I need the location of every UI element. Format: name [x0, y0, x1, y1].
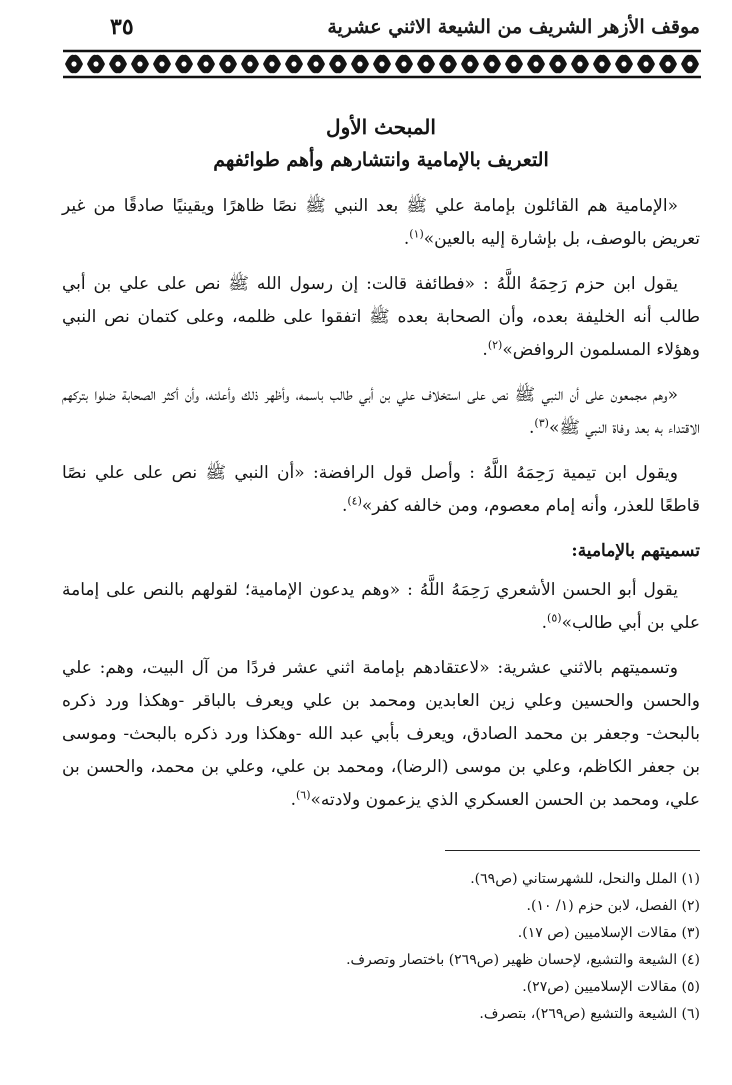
footnote: (٤) الشيعة والتشيع، لإحسان ظهير (ص٢٦٩) باختصار وتصرف. [346, 952, 700, 968]
paragraph-text: يقول ابن حزم رَحِمَهُ اللَّهُ : «فطائفة قالت: إن رسول الله ﷺ نص على علي بن أبي طالب أنه الخليفة بعده، وأن الصحابة بعده ﷺ اتفقوا على ظلمه، وعلى كتمان نص النبي وهؤلاء المسلمون الروافض» [62, 274, 700, 360]
ornament-dot [291, 61, 296, 66]
footnotes [200, 866, 700, 1028]
paragraph-text: يقول أبو الحسن الأشعري رَحِمَهُ اللَّهُ : «وهم يدعون الإمامية؛ لقولهم بالنص على إمامة علي بن أبي طالب» [62, 580, 700, 633]
ornamental-border [63, 48, 701, 80]
footnote-separator [445, 850, 700, 851]
ornament-dot [489, 61, 494, 66]
paragraph: «الإمامية هم القائلون بإمامة علي ﷺ بعد النبي ﷺ نصًا ظاهرًا ويقينيًا صادقًا من غير تعريض بالوصف، بل بإشارة إليه بالعين»$^{(١)}$. [62, 196, 700, 249]
ornament-dot [137, 61, 142, 66]
ornament-dot [93, 61, 98, 66]
ornament-dot [555, 61, 560, 66]
ornament-dot [225, 61, 230, 66]
ornament-dot [687, 61, 692, 66]
page-number: ٣٥ [110, 14, 134, 40]
ornament-dot [115, 61, 120, 66]
footnote-ref: (١) [409, 227, 424, 241]
footnote: (٥) مقالات الإسلاميين (ص٢٧). [522, 979, 700, 995]
paragraph-text: وتسميتهم بالاثني عشرية: «لاعتقادهم بإمامة اثني عشر فردًا من آل البيت، وهم: علي والحسن والحسين وعلي زين العابدين ومحمد بن علي ويعرف بالباقر -وهكذا ورد ذكره بالبحث- وجعفر بن محمد الصادق، ويعرف بأبي عبد الله -وهكذا ورد ذكره بالبحث- وموسى بن جعفر الكاظم، وعلي بن موسى (الرضا)، ومحمد بن علي، وعلي بن محمد، والحسن بن علي، ومحمد بن الحسن العسكري الذي يزعمون ولادته» [62, 658, 700, 810]
footnote: (٣) مقالات الإسلاميين (ص ١٧). [517, 925, 700, 941]
ornament-dot [445, 61, 450, 66]
ornament-dot [511, 61, 516, 66]
ornament-dot [665, 61, 670, 66]
ornament-dot [269, 61, 274, 66]
subheading: تسميتهم بالإمامية: [571, 541, 700, 561]
ornament-dot [335, 61, 340, 66]
paragraph-text: ويقول ابن تيمية رَحِمَهُ اللَّهُ : وأصل قول الرافضة: «أن النبي ﷺ نص على علي نصًا قاطعًا للعذر، وأنه إمام معصوم، ومن خالفه كفر» [62, 463, 700, 516]
paragraph: يقول ابن حزم رَحِمَهُ اللَّهُ : «فطائفة قالت: إن رسول الله ﷺ نص على علي بن أبي طالب أنه الخليفة بعده، وأن الصحابة بعده ﷺ اتفقوا على ظلمه، وعلى كتمان نص النبي وهؤلاء المسلمون الروافض»$^{(٢)}$. [62, 274, 700, 360]
ornament-dot [621, 61, 626, 66]
paragraph: يقول أبو الحسن الأشعري رَحِمَهُ اللَّهُ : «وهم يدعون الإمامية؛ لقولهم بالنص على إمامة علي بن أبي طالب»$^{(٥)}$. [62, 580, 700, 633]
ornament-dot [159, 61, 164, 66]
running-header [60, 14, 700, 48]
paragraph: وتسميتهم بالاثني عشرية: «لاعتقادهم بإمامة اثني عشر فردًا من آل البيت، وهم: علي والحسن والحسين وعلي زين العابدين ومحمد بن علي ويعرف بالباقر -وهكذا ورد ذكره بالبحث- وجعفر بن محمد الصادق، ويعرف بأبي عبد الله -وهكذا ورد ذكره بالبحث- وموسى بن جعفر الكاظم، وعلي بن موسى (الرضا)، ومحمد بن علي، وعلي بن محمد، والحسن بن علي، ومحمد بن الحسن العسكري الذي يزعمون ولادته»$^{(٦)}$. [62, 658, 700, 810]
running-title: موقف الأزهر الشريف من الشيعة الاثني عشرية [327, 16, 700, 38]
paragraph-text: «الإمامية هم القائلون بإمامة علي ﷺ بعد النبي ﷺ نصًا ظاهرًا ويقينيًا صادقًا من غير تعريض بالوصف، بل بإشارة إليه بالعين» [62, 196, 700, 249]
ornament-dot [467, 61, 472, 66]
paragraph: «وهم مجمعون على أن النبي ﷺ نص على استخلاف علي بن أبي طالب باسمه، وأظهر ذلك وأعلنه، وأن أكثر الصحابة ضلوا بتركهم الاقتداء به بعد وفاة النبي ﷺ»$^{(٣)}$. [62, 385, 700, 438]
ornament-dot [577, 61, 582, 66]
footnote: (١) الملل والنحل، للشهرستاني (ص٦٩). [470, 871, 700, 887]
ornament-dot [313, 61, 318, 66]
ornament-dot [181, 61, 186, 66]
footnote: (٢) الفصل، لابن حزم (١/ ١٠). [526, 898, 700, 914]
ornament-dot [599, 61, 604, 66]
ornament-dot [643, 61, 648, 66]
ornament-dot [379, 61, 384, 66]
ornament-dot [401, 61, 406, 66]
footnote-ref: (٤) [347, 494, 362, 508]
ornament-dot [71, 61, 76, 66]
footnote-ref: (٣) [534, 416, 549, 430]
ornament-dot [357, 61, 362, 66]
footnote: (٦) الشيعة والتشيع (ص٢٦٩)، بتصرف. [479, 1006, 700, 1022]
paragraph-text: «وهم مجمعون على أن النبي ﷺ نص على استخلاف علي بن أبي طالب باسمه، وأظهر ذلك وأعلنه، وأن أكثر الصحابة ضلوا بتركهم الاقتداء به بعد وفاة النبي ﷺ» [62, 385, 700, 438]
footnote-ref: (٦) [295, 788, 311, 802]
paragraph: ويقول ابن تيمية رَحِمَهُ اللَّهُ : وأصل قول الرافضة: «أن النبي ﷺ نص على علي نصًا قاطعًا للعذر، وأنه إمام معصوم، ومن خالفه كفر»$^{(٤)}$. [62, 463, 700, 516]
section-title: المبحث الأول [326, 115, 436, 139]
ornament-dot [423, 61, 428, 66]
section-subtitle: التعريف بالإمامية وانتشارهم وأهم طوائفهم [213, 149, 549, 171]
ornament-dot [533, 61, 538, 66]
main-content [62, 112, 700, 829]
ornament-dot [203, 61, 208, 66]
footnote-ref: (٥) [547, 611, 562, 625]
ornament-dot [247, 61, 252, 66]
footnote-ref: (٢) [487, 338, 503, 352]
